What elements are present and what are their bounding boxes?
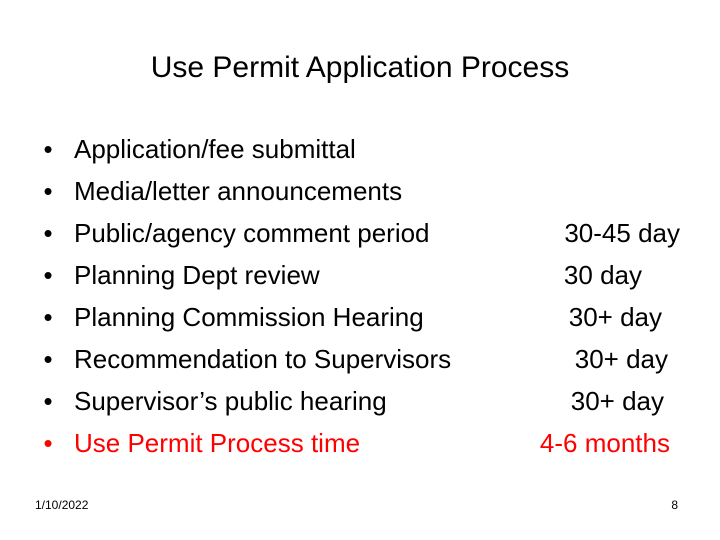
bullet-icon: •: [43, 176, 53, 206]
step-label: Recommendation to Supervisors: [74, 344, 452, 374]
bullet-icon: •: [43, 218, 53, 248]
process-steps-list: [0, 128, 720, 464]
step-label: Application/fee submittal: [74, 134, 356, 164]
step-label: Public/agency comment period: [74, 218, 430, 248]
process-step: [0, 254, 720, 296]
step-duration: 4-6 months: [539, 428, 670, 458]
process-step: [0, 170, 720, 212]
bullet-icon: •: [43, 428, 53, 458]
step-duration: 30+ day: [574, 344, 668, 374]
step-duration: 30 day: [563, 260, 642, 290]
bullet-icon: •: [43, 386, 53, 416]
process-step-highlighted: [0, 422, 720, 464]
step-duration: 30-45 day: [564, 218, 680, 248]
bullet-icon: •: [43, 134, 53, 164]
bullet-icon: •: [43, 344, 53, 374]
bullet-icon: •: [43, 302, 53, 332]
process-step: [0, 128, 720, 170]
page-number: 8: [671, 498, 678, 512]
step-label: Use Permit Process time: [74, 428, 361, 458]
step-label: Supervisor’s public hearing: [74, 386, 387, 416]
process-step: [0, 380, 720, 422]
slide-title: Use Permit Application Process: [150, 51, 570, 84]
process-step: [0, 212, 720, 254]
footer-date: 1/10/2022: [35, 498, 89, 512]
step-duration: 30+ day: [568, 302, 662, 332]
process-step: [0, 338, 720, 380]
step-label: Planning Dept review: [74, 260, 320, 290]
process-step: [0, 296, 720, 338]
bullet-icon: •: [43, 260, 53, 290]
step-duration: 30+ day: [570, 386, 664, 416]
step-label: Media/letter announcements: [74, 176, 403, 206]
step-label: Planning Commission Hearing: [74, 302, 424, 332]
